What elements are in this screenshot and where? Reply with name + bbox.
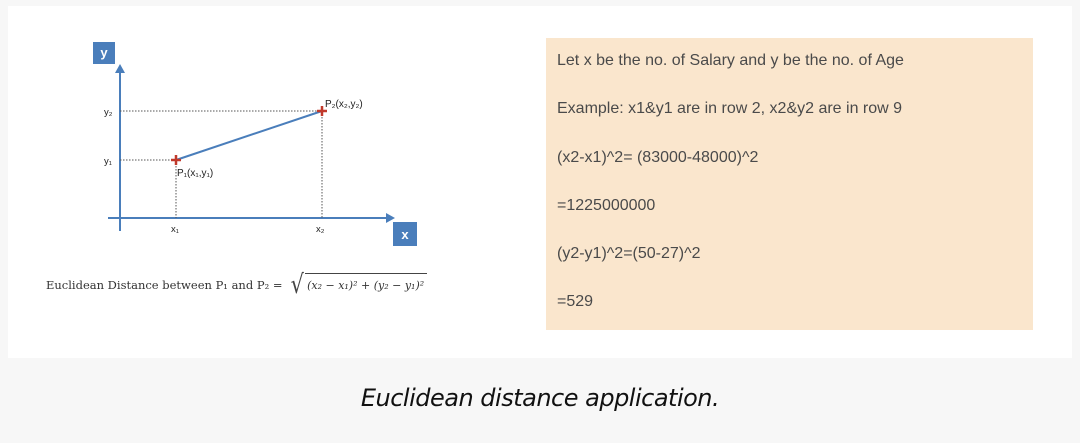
p2-label: P₂(x₂,y₂) (325, 99, 363, 110)
p1-label: P₁(x₁,y₁) (177, 168, 214, 179)
euclidean-formula (46, 270, 427, 300)
point-p1-marker (171, 155, 181, 165)
example-line-3: (x2-x1)^2= (83000-48000)^2 (557, 149, 759, 166)
formula-prefix: Euclidean Distance between P₁ and P₂ = (46, 278, 283, 292)
x-axis-arrowhead (386, 213, 395, 223)
y-axis-arrowhead (115, 64, 125, 73)
formula-radicand: (x₂ − x₁)² + (y₂ − y₁)² (305, 273, 427, 297)
example-text-box (546, 38, 1033, 330)
euclidean-distance-diagram (0, 0, 460, 270)
square-root (289, 270, 428, 300)
x-axis-label: x (401, 227, 409, 242)
y1-tick-label: y₁ (104, 156, 112, 167)
example-line-5: (y2-y1)^2=(50-27)^2 (557, 245, 701, 262)
example-line-2: Example: x1&y1 are in row 2, x2&y2 are in row 9 (557, 100, 903, 117)
y-axis-label: y (100, 45, 108, 60)
figure-caption: Euclidean distance application. (360, 384, 720, 412)
y2-tick-label: y₂ (104, 107, 113, 118)
example-line-4: =1225000000 (557, 197, 656, 214)
x2-tick-label: x₂ (316, 224, 325, 235)
x1-tick-label: x₁ (171, 224, 179, 235)
radical-sign: √ (290, 270, 304, 300)
example-line-1: Let x be the no. of Salary and y be the no. of Age (557, 52, 904, 69)
example-line-6: =529 (557, 293, 594, 310)
distance-segment (176, 111, 322, 160)
